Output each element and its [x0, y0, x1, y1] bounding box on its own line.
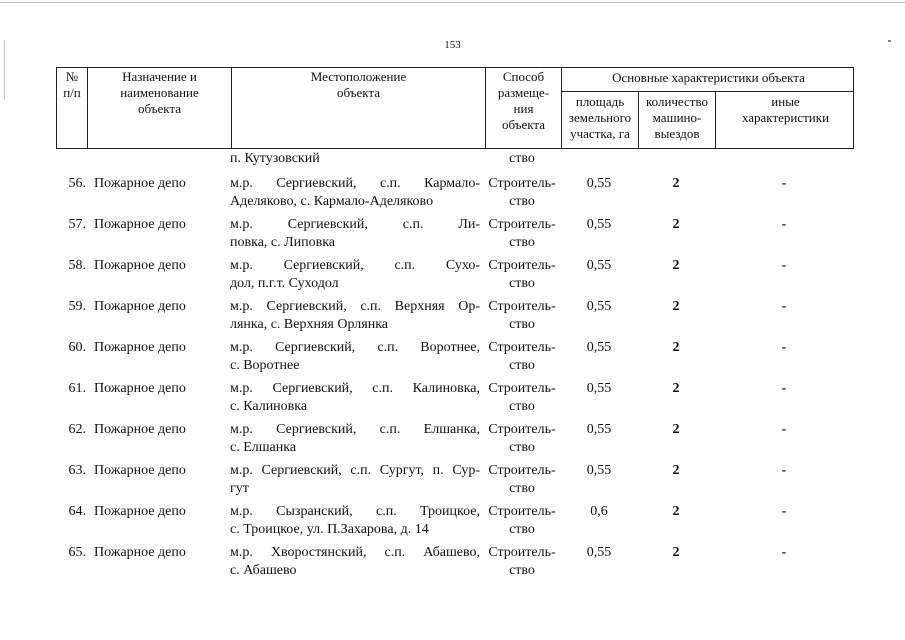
row-number: 56.	[68, 176, 86, 191]
method-cell: Строитель- ство	[488, 217, 556, 250]
header-col-other: иные характеристики	[741, 94, 830, 125]
header-col-area: площадь земельного участка, га	[568, 94, 632, 141]
area-cell: 0,55	[586, 340, 612, 355]
method-cell: Строитель- ство	[488, 340, 556, 373]
quantity-cell: 2	[672, 299, 680, 314]
other-cell: -	[781, 340, 787, 355]
row-number: 62.	[68, 422, 86, 437]
area-cell: 0,55	[586, 176, 612, 191]
location-cell: м.р. Сергиевский, с.п. Верхняя Ор- лянка, с. Верхняя Орлянка	[230, 299, 480, 332]
row-number: 60.	[68, 340, 86, 355]
table-header	[56, 67, 854, 149]
other-cell: -	[781, 422, 787, 437]
header-col-location: Местоположение объекта	[310, 69, 407, 100]
method-cell: Строитель- ство	[488, 258, 556, 291]
quantity-cell: 2	[672, 340, 680, 355]
object-name: Пожарное депо	[94, 463, 186, 478]
other-cell: -	[781, 176, 787, 191]
area-cell: 0,55	[586, 258, 612, 273]
method-cell: Строитель- ство	[488, 422, 556, 455]
row-number: 61.	[68, 381, 86, 396]
header-col-quantity: количество машино- выездов	[645, 94, 709, 141]
location-cell: м.р. Хворостянский, с.п. Абашево, с. Абашево	[230, 545, 480, 578]
location-cell: м.р. Сызранский, с.п. Троицкое, с. Троицкое, ул. П.Захарова, д. 14	[230, 504, 480, 537]
scan-artifact	[0, 2, 905, 3]
location-cell: м.р. Сергиевский, с.п. Кармало- Аделяково, с. Кармало-Аделяково	[230, 176, 480, 209]
other-cell: -	[781, 217, 787, 232]
row-number: 63.	[68, 463, 86, 478]
header-col-number: № п/п	[63, 69, 81, 100]
quantity-cell: 2	[672, 381, 680, 396]
object-name: Пожарное депо	[94, 381, 186, 396]
method-cell: Строитель- ство	[488, 381, 556, 414]
area-cell: 0,6	[590, 504, 608, 519]
quantity-cell: 2	[672, 422, 680, 437]
object-name: Пожарное депо	[94, 299, 186, 314]
quantity-cell: 2	[672, 545, 680, 560]
area-cell: 0,55	[586, 217, 612, 232]
other-cell: -	[781, 258, 787, 273]
quantity-cell: 2	[672, 217, 680, 232]
header-col-method: Способ размеще- ния объекта	[497, 69, 550, 132]
location-cell: м.р. Сергиевский, с.п. Калиновка, с. Калиновка	[230, 381, 480, 414]
other-cell: -	[781, 381, 787, 396]
quantity-cell: 2	[672, 258, 680, 273]
page-number: 153	[444, 39, 461, 51]
row-number: 57.	[68, 217, 86, 232]
quantity-cell: 2	[672, 176, 680, 191]
other-cell: -	[781, 504, 787, 519]
method-cell: Строитель- ство	[488, 545, 556, 578]
other-cell: -	[781, 545, 787, 560]
location-cell: м.р. Сергиевский, с.п. Елшанка, с. Елшанка	[230, 422, 480, 455]
method-cell: Строитель- ство	[488, 504, 556, 537]
area-cell: 0,55	[586, 381, 612, 396]
area-cell: 0,55	[586, 545, 612, 560]
method-cell: Строитель- ство	[488, 176, 556, 209]
object-name: Пожарное депо	[94, 258, 186, 273]
header-col-name: Назначение и наименование объекта	[120, 69, 199, 116]
area-cell: 0,55	[586, 422, 612, 437]
row-number: 58.	[68, 258, 86, 273]
other-cell: -	[781, 299, 787, 314]
location-cell: м.р. Сергиевский, с.п. Сургут, п. Сур- гут	[230, 463, 480, 496]
quantity-cell: 2	[672, 504, 680, 519]
row-number: 59.	[68, 299, 86, 314]
area-cell: 0,55	[586, 299, 612, 314]
method-cell: Строитель- ство	[488, 463, 556, 496]
object-name: Пожарное депо	[94, 422, 186, 437]
method-cell: Строитель- ство	[488, 299, 556, 332]
row-number: 64.	[68, 504, 86, 519]
other-cell: -	[781, 463, 787, 478]
object-name: Пожарное депо	[94, 545, 186, 560]
quantity-cell: 2	[672, 463, 680, 478]
location-cell: м.р. Сергиевский, с.п. Воротнее, с. Воротнее	[230, 340, 480, 373]
object-name: Пожарное депо	[94, 504, 186, 519]
area-cell: 0,55	[586, 463, 612, 478]
method-cell: ство	[509, 151, 535, 166]
location-cell: м.р. Сергиевский, с.п. Ли- повка, с. Липовка	[230, 217, 480, 250]
object-name: Пожарное депо	[94, 176, 186, 191]
object-name: Пожарное депо	[94, 340, 186, 355]
row-number: 65.	[68, 545, 86, 560]
header-col-main-characteristics: Основные характеристики объекта	[612, 70, 805, 85]
location-cell: м.р. Сергиевский, с.п. Сухо- дол, п.г.т. Суходол	[230, 258, 480, 291]
object-name: Пожарное депо	[94, 217, 186, 232]
location-cell: п. Кутузовский	[230, 151, 320, 166]
